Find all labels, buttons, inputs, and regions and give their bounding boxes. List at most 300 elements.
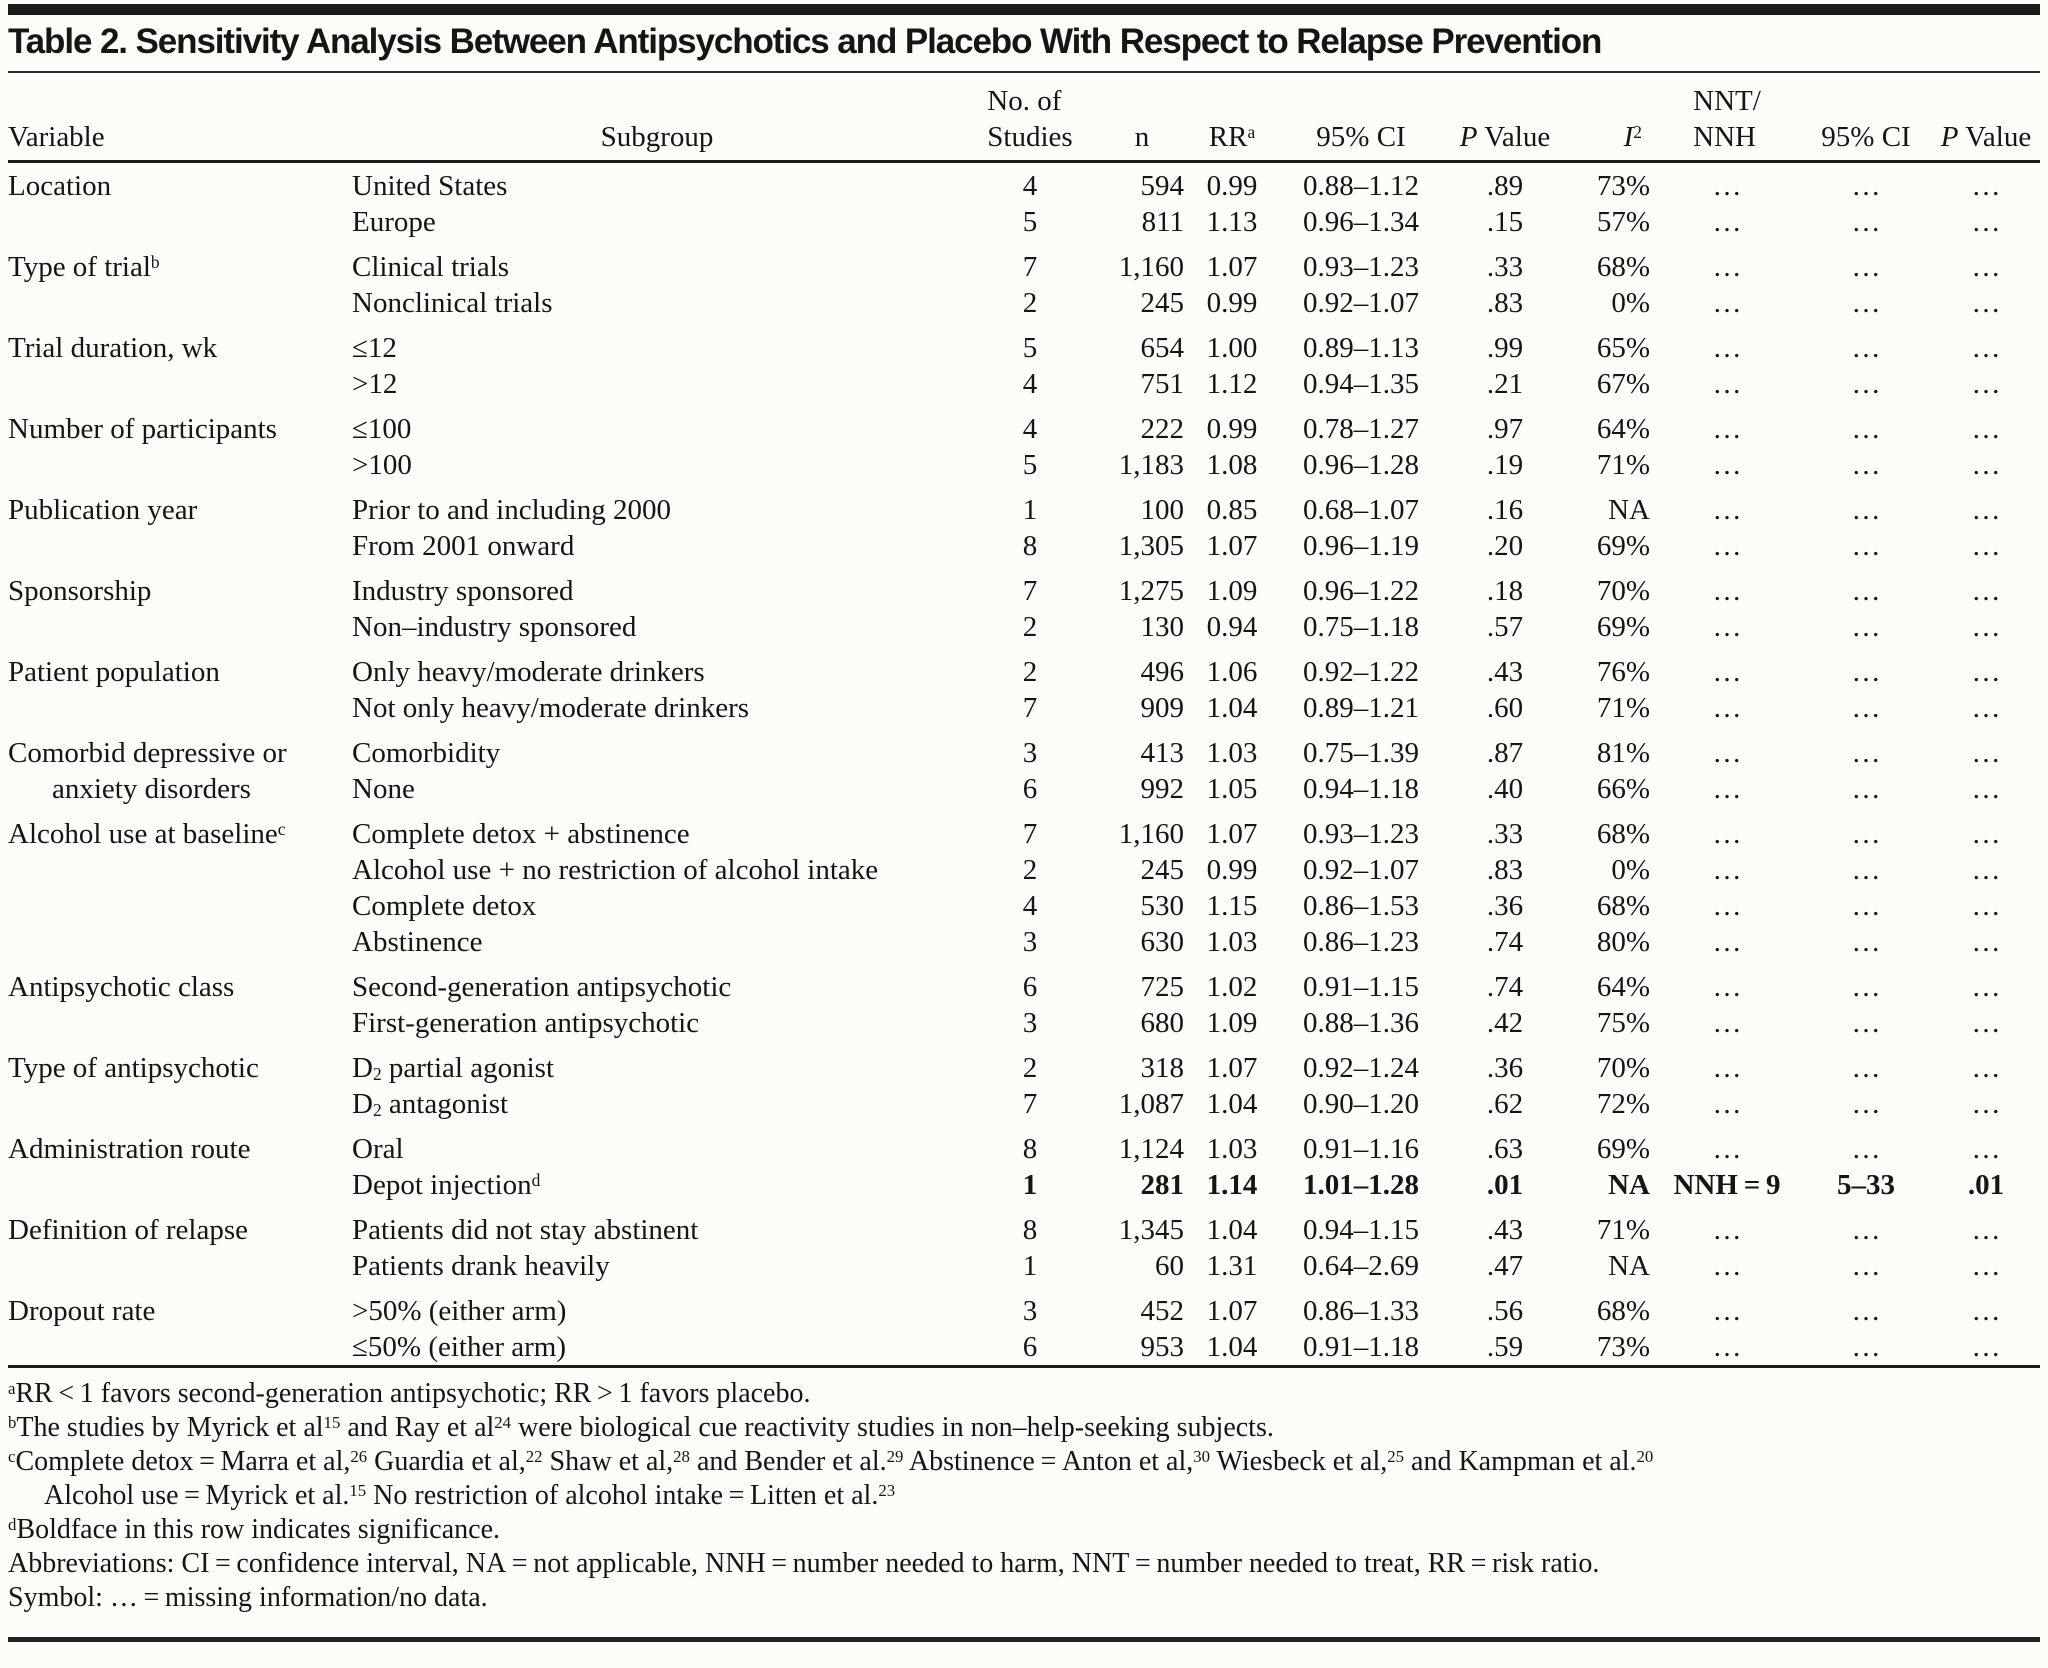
cell-rr: 1.09	[1206, 575, 1258, 607]
cell-ci: 0.94–1.18	[1303, 773, 1419, 805]
cell-i2: 73%	[1596, 1331, 1650, 1363]
cell-i2: 71%	[1596, 1214, 1650, 1246]
cell-ci: 0.92–1.07	[1303, 287, 1419, 319]
table-row	[8, 645, 2040, 690]
cell-n: 245	[1140, 854, 1184, 886]
bottom-rule	[8, 1637, 2040, 1642]
cell-i2: 80%	[1596, 926, 1650, 958]
cell-rr: 1.04	[1206, 1214, 1258, 1246]
cell-i2: 75%	[1596, 1007, 1650, 1039]
cell-rr: 0.94	[1206, 611, 1258, 643]
cell-ci: 0.90–1.20	[1303, 1088, 1419, 1120]
cell-n: 530	[1140, 890, 1184, 922]
cell-nnt: …	[1712, 1295, 1742, 1327]
cell-subgroup: Nonclinical trials	[352, 287, 553, 319]
cell-p2: …	[1971, 287, 2001, 319]
cell-subgroup: $D_2$ partial agonist	[352, 1052, 554, 1085]
cell-subgroup: Prior to and including 2000	[352, 494, 671, 526]
cell-rr: 1.04	[1206, 1331, 1258, 1363]
cell-rr: 1.07	[1206, 818, 1258, 850]
cell-rr: 1.31	[1206, 1250, 1258, 1282]
cell-rr: 1.09	[1206, 1007, 1258, 1039]
cell-nnt: …	[1712, 773, 1742, 805]
col-header-95ci: 95% CI	[1316, 121, 1406, 153]
footnote-line: $^a$RR < 1 favors second-generation antipsychotic; RR > 1 favors placebo.	[8, 1378, 811, 1409]
cell-n: 100	[1140, 494, 1184, 526]
cell-ci: 0.96–1.19	[1303, 530, 1419, 562]
cell-rr: 1.00	[1206, 332, 1258, 364]
cell-i2: 65%	[1596, 332, 1650, 364]
footnote-line: Alcohol use = Myrick et al.$^{15}$ No restriction of alcohol intake = Litten et al.$^{23}$	[44, 1480, 896, 1511]
cell-nnt: …	[1712, 287, 1742, 319]
cell-ci: 0.86–1.23	[1303, 926, 1419, 958]
cell-ci2: …	[1851, 1250, 1881, 1282]
sensitivity-table	[8, 73, 2040, 1368]
cell-i2: 64%	[1596, 971, 1650, 1003]
cell-ci2: …	[1851, 692, 1881, 724]
cell-p2: …	[1971, 1133, 2001, 1165]
cell-ci: 0.75–1.18	[1303, 611, 1419, 643]
cell-n: 318	[1140, 1052, 1184, 1084]
cell-p: .83	[1486, 287, 1524, 319]
cell-i2: 68%	[1596, 1295, 1650, 1327]
cell-p: .18	[1486, 575, 1524, 607]
cell-rr: 1.03	[1206, 737, 1258, 769]
cell-p2: …	[1971, 926, 2001, 958]
cell-i2: NA	[1608, 1169, 1650, 1201]
cell-ci2: …	[1851, 575, 1881, 607]
cell-subgroup: Alcohol use + no restriction of alcohol intake	[352, 854, 879, 886]
cell-p2: …	[1971, 1088, 2001, 1120]
cell-studies: 7	[1022, 251, 1038, 283]
cell-ci2: …	[1851, 926, 1881, 958]
cell-p2: …	[1971, 575, 2001, 607]
cell-p: .89	[1486, 170, 1524, 202]
cell-ci2: …	[1851, 854, 1881, 886]
cell-studies: 2	[1022, 611, 1038, 643]
cell-studies: 5	[1022, 449, 1038, 481]
cell-p2: …	[1971, 1214, 2001, 1246]
cell-ci2: …	[1851, 737, 1881, 769]
cell-rr: 1.07	[1206, 1295, 1258, 1327]
cell-subgroup: >12	[352, 368, 398, 400]
col-header-p-value-2: P Value	[1940, 121, 2032, 153]
cell-ci2: …	[1851, 251, 1881, 283]
cell-subgroup: Europe	[352, 206, 436, 238]
cell-p: .43	[1486, 1214, 1524, 1246]
cell-subgroup: >100	[352, 449, 412, 481]
cell-n: 992	[1140, 773, 1184, 805]
cell-studies: 4	[1022, 890, 1038, 922]
cell-ci: 1.01–1.28	[1303, 1169, 1419, 1201]
cell-rr: 1.14	[1206, 1169, 1258, 1201]
cell-rr: 1.07	[1206, 251, 1258, 283]
cell-nnt: …	[1712, 611, 1742, 643]
cell-p: .83	[1486, 854, 1524, 886]
table-body	[8, 162, 2040, 1367]
cell-ci: 0.91–1.15	[1303, 971, 1419, 1003]
cell-variable: Publication year	[8, 494, 198, 526]
top-rule	[8, 4, 2040, 15]
cell-p2: …	[1971, 611, 2001, 643]
table-row	[8, 402, 2040, 447]
footnote-line: $^d$Boldface in this row indicates significance.	[8, 1514, 501, 1545]
cell-variable: Antipsychotic class	[8, 971, 235, 1003]
cell-n: 654	[1140, 332, 1184, 364]
cell-n: 1,160	[1118, 251, 1184, 283]
cell-studies: 8	[1022, 1214, 1038, 1246]
cell-rr: 1.08	[1206, 449, 1258, 481]
cell-studies: 3	[1022, 737, 1038, 769]
cell-studies: 7	[1022, 1088, 1038, 1120]
cell-p: .47	[1486, 1250, 1524, 1282]
cell-p2: …	[1971, 737, 2001, 769]
cell-p: .74	[1486, 971, 1524, 1003]
cell-studies: 2	[1022, 287, 1038, 319]
col-header-no-of-studies	[962, 73, 1098, 162]
cell-ci: 0.89–1.21	[1303, 692, 1419, 724]
cell-n: 245	[1140, 287, 1184, 319]
cell-n: 1,305	[1118, 530, 1184, 562]
cell-nnt: …	[1712, 737, 1742, 769]
col-header-variable: Variable	[8, 121, 105, 153]
cell-i2: 57%	[1596, 206, 1650, 238]
cell-n: 680	[1140, 1007, 1184, 1039]
cell-p: .20	[1486, 530, 1524, 562]
cell-nnt: …	[1712, 530, 1742, 562]
cell-subgroup: Depot injection$^d$	[352, 1169, 541, 1201]
cell-variable: Comorbid depressive or anxiety disorders	[8, 737, 287, 805]
table-row	[8, 162, 2040, 205]
cell-nnt: …	[1712, 449, 1742, 481]
cell-subgroup: Complete detox	[352, 890, 537, 922]
cell-i2: 0%	[1611, 287, 1650, 319]
table-row	[8, 1203, 2040, 1248]
cell-ci: 0.92–1.22	[1303, 656, 1419, 688]
cell-nnt: …	[1712, 1250, 1742, 1282]
cell-rr: 0.99	[1206, 170, 1258, 202]
cell-p2: …	[1971, 1052, 2001, 1084]
cell-ci: 0.75–1.39	[1303, 737, 1419, 769]
header-row	[8, 73, 2040, 162]
cell-ci2: …	[1851, 368, 1881, 400]
cell-n: 1,345	[1118, 1214, 1184, 1246]
cell-nnt: …	[1712, 818, 1742, 850]
col-header-no-of-studies-label: No. of Studies	[987, 85, 1073, 153]
cell-p: .36	[1486, 890, 1524, 922]
table-title: Table 2. Sensitivity Analysis Between Antipsychotics and Placebo With Respect to Relapse Prevention	[8, 15, 2040, 73]
cell-p: .63	[1486, 1133, 1524, 1165]
cell-rr: 0.85	[1206, 494, 1258, 526]
cell-p: .01	[1486, 1169, 1524, 1201]
table-row	[8, 564, 2040, 609]
table-row	[8, 1284, 2040, 1329]
cell-p: .43	[1486, 656, 1524, 688]
cell-subgroup: Comorbidity	[352, 737, 501, 769]
cell-ci: 0.86–1.33	[1303, 1295, 1419, 1327]
cell-nnt: …	[1712, 1214, 1742, 1246]
cell-i2: 64%	[1596, 413, 1650, 445]
cell-nnt: …	[1712, 926, 1742, 958]
col-header-n: n	[1134, 121, 1150, 153]
footnote-line: Abbreviations: CI = confidence interval, NA = not applicable, NNH = number needed to harm, NNT = number needed to treat, RR = risk ratio.	[8, 1548, 1600, 1579]
cell-ci: 0.68–1.07	[1303, 494, 1419, 526]
cell-studies: 6	[1022, 773, 1038, 805]
cell-p: .36	[1486, 1052, 1524, 1084]
cell-nnt: …	[1712, 1088, 1742, 1120]
cell-i2: 73%	[1596, 170, 1650, 202]
cell-ci2: …	[1851, 611, 1881, 643]
col-header-nnt-nnh-label: NNT/ NNH	[1693, 85, 1761, 153]
cell-ci2: …	[1851, 449, 1881, 481]
cell-rr: 1.12	[1206, 368, 1258, 400]
cell-p2: …	[1971, 656, 2001, 688]
cell-p: .56	[1486, 1295, 1524, 1327]
cell-ci: 0.88–1.36	[1303, 1007, 1419, 1039]
cell-ci2: …	[1851, 971, 1881, 1003]
footnotes	[8, 1368, 2040, 1615]
cell-nnt: …	[1712, 206, 1742, 238]
cell-p2: …	[1971, 854, 2001, 886]
cell-ci: 0.96–1.22	[1303, 575, 1419, 607]
cell-rr: 1.13	[1206, 206, 1258, 238]
cell-p: .60	[1486, 692, 1524, 724]
cell-rr: 1.15	[1206, 890, 1258, 922]
cell-studies: 1	[1022, 494, 1038, 526]
cell-subgroup: Second-generation antipsychotic	[352, 971, 732, 1003]
cell-variable: Number of participants	[8, 413, 277, 445]
cell-ci: 0.86–1.53	[1303, 890, 1419, 922]
cell-nnt: …	[1712, 368, 1742, 400]
cell-studies: 8	[1022, 530, 1038, 562]
cell-ci: 0.94–1.35	[1303, 368, 1419, 400]
cell-n: 1,160	[1118, 818, 1184, 850]
cell-rr: 1.07	[1206, 530, 1258, 562]
cell-nnt: …	[1712, 170, 1742, 202]
cell-subgroup: ≤100	[352, 413, 412, 445]
cell-subgroup: Clinical trials	[352, 251, 510, 283]
cell-p2: …	[1971, 368, 2001, 400]
cell-ci2: …	[1851, 413, 1881, 445]
cell-p2: …	[1971, 1250, 2001, 1282]
cell-ci: 0.88–1.12	[1303, 170, 1419, 202]
cell-ci2: …	[1851, 1295, 1881, 1327]
cell-n: 1,275	[1118, 575, 1184, 607]
cell-subgroup: Patients drank heavily	[352, 1250, 610, 1282]
cell-i2: 70%	[1596, 1052, 1650, 1084]
cell-nnt: …	[1712, 494, 1742, 526]
cell-ci2: …	[1851, 1133, 1881, 1165]
cell-ci2: …	[1851, 890, 1881, 922]
cell-nnt: …	[1712, 1133, 1742, 1165]
cell-ci: 0.96–1.28	[1303, 449, 1419, 481]
cell-p2: …	[1971, 692, 2001, 724]
cell-p: .99	[1486, 332, 1524, 364]
cell-studies: 2	[1022, 656, 1038, 688]
cell-p2: …	[1971, 413, 2001, 445]
cell-variable: Type of trial$^b$	[8, 251, 160, 283]
cell-p: .97	[1486, 413, 1524, 445]
cell-studies: 5	[1022, 332, 1038, 364]
cell-p2: …	[1971, 449, 2001, 481]
cell-variable: Definition of relapse	[8, 1214, 248, 1246]
cell-studies: 7	[1022, 818, 1038, 850]
footnote-line: $^c$Complete detox = Marra et al,$^{26}$ Guardia et al,$^{22}$ Shaw et al,$^{28}$ and Bender et al.$^{29}$ Abstinence = Anton et al,$^{30}$ Wiesbeck et al,$^{25}$ and Kampman et al.$^{20}$	[8, 1446, 1654, 1477]
table-row	[8, 321, 2040, 366]
cell-ci2: …	[1851, 656, 1881, 688]
cell-p2: …	[1971, 1007, 2001, 1039]
cell-studies: 6	[1022, 1331, 1038, 1363]
cell-i2: 69%	[1596, 530, 1650, 562]
cell-nnt: …	[1712, 251, 1742, 283]
cell-subgroup: Complete detox + abstinence	[352, 818, 690, 850]
cell-ci: 0.89–1.13	[1303, 332, 1419, 364]
cell-nnt: …	[1712, 332, 1742, 364]
cell-variable: Trial duration, wk	[8, 332, 218, 364]
cell-ci2: …	[1851, 287, 1881, 319]
cell-subgroup: Oral	[352, 1133, 404, 1165]
cell-studies: 4	[1022, 413, 1038, 445]
cell-ci: 0.91–1.16	[1303, 1133, 1419, 1165]
cell-i2: 70%	[1596, 575, 1650, 607]
cell-studies: 7	[1022, 692, 1038, 724]
cell-ci2: …	[1851, 1088, 1881, 1120]
cell-rr: 1.07	[1206, 1052, 1258, 1084]
cell-studies: 1	[1022, 1250, 1038, 1282]
cell-p2: …	[1971, 773, 2001, 805]
cell-studies: 5	[1022, 206, 1038, 238]
cell-ci2: …	[1851, 530, 1881, 562]
cell-subgroup: United States	[352, 170, 508, 202]
cell-p: .42	[1486, 1007, 1524, 1039]
cell-n: 1,183	[1118, 449, 1184, 481]
cell-studies: 4	[1022, 368, 1038, 400]
cell-i2: NA	[1608, 1250, 1650, 1282]
cell-p2: …	[1971, 1295, 2001, 1327]
cell-n: 909	[1140, 692, 1184, 724]
cell-n: 1,124	[1118, 1133, 1184, 1165]
cell-n: 222	[1140, 413, 1184, 445]
cell-i2: 68%	[1596, 818, 1650, 850]
cell-ci2: …	[1851, 332, 1881, 364]
cell-variable: Alcohol use at baseline$^c$	[8, 818, 286, 850]
cell-ci: 0.93–1.23	[1303, 818, 1419, 850]
cell-variable: Patient population	[8, 656, 220, 688]
cell-subgroup: >50% (either arm)	[352, 1295, 567, 1327]
cell-studies: 3	[1022, 926, 1038, 958]
cell-subgroup: Not only heavy/moderate drinkers	[352, 692, 750, 724]
cell-i2: 72%	[1596, 1088, 1650, 1120]
cell-p: .40	[1486, 773, 1524, 805]
col-header-95ci-2: 95% CI	[1821, 121, 1911, 153]
cell-variable: Location	[8, 170, 112, 202]
table-row	[8, 960, 2040, 1005]
cell-n: 594	[1140, 170, 1184, 202]
cell-p: .16	[1486, 494, 1524, 526]
cell-studies: 8	[1022, 1133, 1038, 1165]
cell-subgroup: From 2001 onward	[352, 530, 575, 562]
cell-ci: 0.93–1.23	[1303, 251, 1419, 283]
cell-n: 452	[1140, 1295, 1184, 1327]
footnote-line: Symbol: … = missing information/no data.	[8, 1582, 488, 1613]
cell-ci2: …	[1851, 1007, 1881, 1039]
cell-rr: 1.02	[1206, 971, 1258, 1003]
cell-i2: 81%	[1596, 737, 1650, 769]
cell-p2: …	[1971, 971, 2001, 1003]
cell-p: .74	[1486, 926, 1524, 958]
cell-nnt: …	[1712, 1007, 1742, 1039]
cell-n: 413	[1140, 737, 1184, 769]
cell-studies: 3	[1022, 1295, 1038, 1327]
cell-i2: 68%	[1596, 890, 1650, 922]
cell-i2: 68%	[1596, 251, 1650, 283]
cell-nnt: …	[1712, 575, 1742, 607]
table-row	[8, 483, 2040, 528]
table-row	[8, 807, 2040, 852]
cell-p: .33	[1486, 818, 1524, 850]
cell-ci: 0.96–1.34	[1303, 206, 1419, 238]
col-header-p-value: P Value	[1459, 121, 1551, 153]
cell-variable: Sponsorship	[8, 575, 152, 607]
cell-rr: 0.99	[1206, 854, 1258, 886]
cell-n: 630	[1140, 926, 1184, 958]
cell-p2: …	[1971, 206, 2001, 238]
cell-variable: Type of antipsychotic	[8, 1052, 259, 1084]
cell-nnt: …	[1712, 1331, 1742, 1363]
cell-i2: 71%	[1596, 449, 1650, 481]
cell-n: 60	[1155, 1250, 1184, 1282]
cell-ci2: …	[1851, 170, 1881, 202]
cell-p2: …	[1971, 530, 2001, 562]
cell-p: .15	[1486, 206, 1524, 238]
cell-subgroup: ≤12	[352, 332, 397, 364]
cell-n: 496	[1140, 656, 1184, 688]
cell-i2: 71%	[1596, 692, 1650, 724]
cell-n: 130	[1140, 611, 1184, 643]
cell-ci2: …	[1851, 1331, 1881, 1363]
cell-variable: Administration route	[8, 1133, 251, 1165]
cell-p2: …	[1971, 494, 2001, 526]
cell-p: .59	[1486, 1331, 1524, 1363]
cell-ci: 0.94–1.15	[1303, 1214, 1419, 1246]
cell-p2: …	[1971, 170, 2001, 202]
cell-p: .62	[1486, 1088, 1524, 1120]
cell-nnt: …	[1712, 656, 1742, 688]
table-row	[8, 1041, 2040, 1086]
cell-n: 751	[1140, 368, 1184, 400]
cell-nnt: …	[1712, 692, 1742, 724]
cell-n: 725	[1140, 971, 1184, 1003]
cell-rr: 1.04	[1206, 692, 1258, 724]
cell-studies: 3	[1022, 1007, 1038, 1039]
col-header-subgroup: Subgroup	[600, 121, 714, 153]
cell-p: .21	[1486, 368, 1524, 400]
cell-variable: Dropout rate	[8, 1295, 156, 1327]
cell-i2: 69%	[1596, 611, 1650, 643]
cell-p: .87	[1486, 737, 1524, 769]
cell-subgroup: Only heavy/moderate drinkers	[352, 656, 705, 688]
cell-p: .19	[1486, 449, 1524, 481]
cell-subgroup: Abstinence	[352, 926, 483, 958]
cell-studies: 7	[1022, 575, 1038, 607]
cell-nnt: NNH = 9	[1673, 1169, 1781, 1201]
cell-ci2: …	[1851, 818, 1881, 850]
cell-i2: 76%	[1596, 656, 1650, 688]
cell-i2: NA	[1608, 494, 1650, 526]
cell-ci2: 5–33	[1837, 1169, 1895, 1201]
cell-p: .57	[1486, 611, 1524, 643]
cell-n: 811	[1141, 206, 1184, 238]
